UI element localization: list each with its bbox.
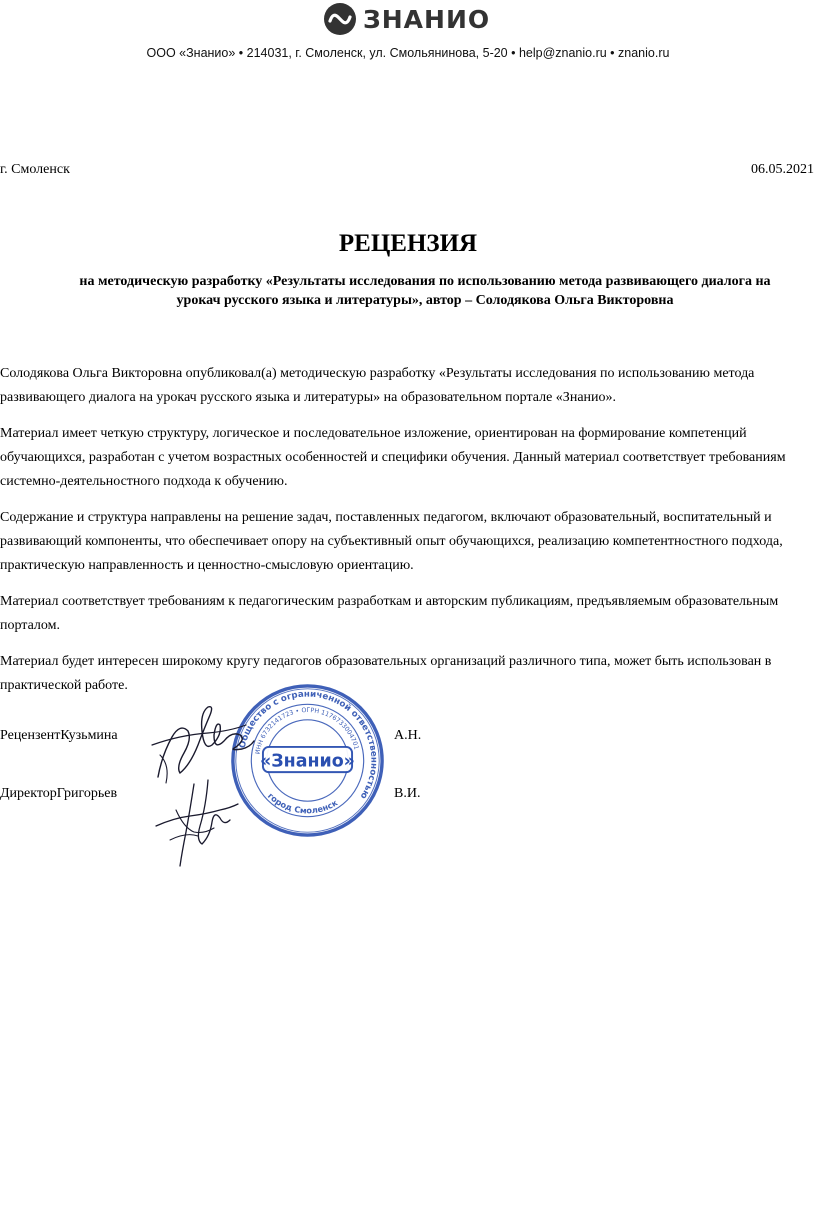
document-title: РЕЦЕНЗИЯ — [338, 230, 478, 257]
stamp-center-text: «Знанио» — [260, 751, 355, 772]
paragraph: Материал соответствует требованиям к педагогическим разработкам и авторским публикациям, предъявляемым образовательным порталом. — [0, 594, 779, 633]
reviewer-initials: А.Н. — [394, 728, 422, 743]
paragraph: Солодякова Ольга Викторовна опубликовал(а) методическую разработку «Результаты исследования по использованию метода развивающего диалога на урокач русского языка и литературы» на образовательном портале «Знанио». — [0, 366, 755, 405]
paragraph: Материал будет интересен широкому кругу педагогов образовательных организаций различного типа, может быть использован в практической работе. — [0, 654, 772, 693]
stamp-inner-text: ИНН 6732141723 • ОГРН 1176733004701 — [254, 707, 360, 755]
stamp-bottom-text: город Смоленск — [265, 790, 340, 816]
stamp-outer-text: Общество с ограниченной ответственностью — [237, 689, 379, 801]
reviewer-label: РецензентКузьмина — [0, 728, 118, 743]
znanio-logo — [323, 2, 493, 36]
paragraph: Материал имеет четкую структуру, логическое и последовательное изложение, ориентирован на формирование компетенций обучающихся, разработан с учетом возрастных особенностей и специфики обучения. Данный материал соответствует требованиям системно-деятельностного подхода к обучению. — [0, 426, 786, 489]
paragraph: Содержание и структура направлены на решение задач, поставленных педагогом, включают образовательный, воспитательный и развивающий компоненты, что обеспечивает опору на субъективный опыт обучающихся, реализацию компетентностного подхода, практическую направленность и ценностно-смысловую ориентацию. — [0, 510, 783, 573]
document-date: 06.05.2021 — [751, 162, 814, 177]
document-subtitle: на методическую разработку «Результаты исследования по использованию метода развивающего диалога на урокач русского языка и литературы», автор – Солодякова Ольга Викторовна — [79, 274, 771, 308]
director-initials: В.И. — [394, 786, 421, 801]
review-body — [0, 362, 812, 710]
document-city: г. Смоленск — [0, 162, 70, 177]
svg-text:город Смоленск — [266, 791, 340, 816]
znanio-logo-icon — [323, 2, 357, 36]
director-label: ДиректорГригорьев — [0, 786, 118, 801]
logo-wordmark: ЗНАНИО — [363, 4, 491, 34]
director-signature — [150, 770, 250, 870]
company-contact-line: ООО «Знанио» • 214031, г. Смоленск, ул. Смольянинова, 5-20 • help@znanio.ru • znanio.ru — [146, 46, 670, 60]
